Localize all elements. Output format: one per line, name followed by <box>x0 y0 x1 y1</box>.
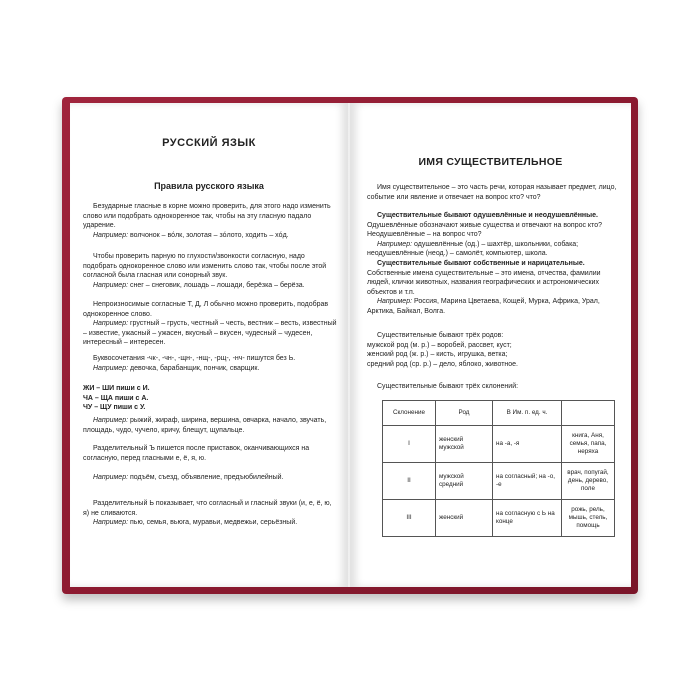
definition-text: Имя существительное – это часть речи, которая называет предмет, лицо, событие или явление и отвечает на вопрос кто? что? <box>367 184 617 201</box>
spelling-rules-list <box>83 384 338 413</box>
table-header-row <box>383 401 615 426</box>
table-cell: II <box>383 463 436 500</box>
rule-text: Непроизносимые согласные Т, Д, Л обычно можно проверить, подобрав однокоренное слово. <box>83 301 329 318</box>
rule-example: Например: грустный – грусть, честный – честь, вестник – весть, известный – известие, ужасный – ужасен, вкусный – вкусен, чудесный – чудесен, интересный – интересен. <box>83 320 337 346</box>
rule-example: Например: рыжий, жираф, ширина, вершина, овчарка, начало, звучать, площадь, чудо, чучело, кричу, блещут, щупальце. <box>83 417 327 434</box>
table-cell: I <box>383 426 436 463</box>
table-cell: на согласный; на -о, -е <box>493 463 562 500</box>
animate-example: Например: одушевлённые (од.) – шахтёр, школьники, собака; неодушевлённые (неод.) – самолёт, компьютер, школа. <box>367 240 579 257</box>
table-cell: рожь, рель, мышь, стель, помощь <box>562 500 615 537</box>
declension-intro: Существительные бывают трёх склонений: <box>377 383 519 390</box>
table-header: В Им. п. ед. ч. <box>493 401 562 426</box>
rule-example: Например: пью, семья, вьюга, муравьи, медвежьи, серьёзный. <box>93 519 298 526</box>
table-cell: женский мужской <box>436 426 493 463</box>
page-subtitle: Правила русского языка <box>154 181 264 191</box>
gender-block <box>367 331 622 369</box>
table-cell: III <box>383 500 436 537</box>
rule-block <box>83 300 338 348</box>
proper-example: Например: Россия, Марина Цветаева, Кощей, Мурка, Африка, Урал, Арктика, Байкал, Волга. <box>367 298 600 315</box>
rule-block <box>83 202 338 240</box>
proper-desc: Собственные имена существительные – это имена, отчества, фамилии людей, клички животных, названия географических и астрономических объектов и т.п. <box>367 269 601 296</box>
rule-text: Разделительный Ь показывает, что согласный и гласный звуки (и, е, ё, ю, я) не сливаются. <box>83 500 332 517</box>
list-item: ЧУ – ЩУ пиши с У. <box>83 404 146 411</box>
gender-intro: Существительные бывают трёх родов: <box>377 332 504 339</box>
table-cell: на согласную с Ь на конце <box>493 500 562 537</box>
animate-block <box>367 211 622 259</box>
rule-block <box>83 252 338 290</box>
animate-intro: Существительные бывают одушевлённые и неодушевлённые. <box>377 212 598 219</box>
rule-example: Например: подъём, съезд, объявление, предъюбилейный. <box>93 474 284 481</box>
page-title: РУССКИЙ ЯЗЫК <box>162 137 256 149</box>
list-item: ЖИ – ШИ пиши с И. <box>83 385 150 392</box>
table-row <box>383 500 615 537</box>
rule-example: Например: снег – снеговик, лошадь – лошади, берёзка – берёза. <box>93 281 305 289</box>
animate-desc: Одушевлённые обозначают живые существа и отвечают на вопрос кто? <box>367 221 602 229</box>
right-page <box>350 103 631 587</box>
table-row <box>383 426 615 463</box>
declension-intro-block <box>367 382 622 392</box>
page-title: ИМЯ СУЩЕСТВИТЕЛЬНОЕ <box>418 156 563 168</box>
rule-text: Разделительный Ъ пишется после приставок, оканчивающихся на согласную, перед гласными е, ё, я, ю. <box>83 445 310 462</box>
gender-item: средний род (ср. р.) – дело, яблоко, животное. <box>367 360 519 368</box>
rule-text: Чтобы проверить парную по глухости/звонкости согласную, надо подобрать однокоренное слово или изменить слово так, чтобы после этой согласной была гласная или сонорный звук. <box>83 253 327 279</box>
table-cell: мужской средний <box>436 463 493 500</box>
table-header: Род <box>436 401 493 426</box>
animate-desc: Неодушевлённые – на вопрос что? <box>367 231 482 238</box>
table-row <box>383 463 615 500</box>
table-cell: на -а, -я <box>493 426 562 463</box>
definition-block <box>367 183 622 202</box>
rule-text: Буквосочетания -чк-, -чн-, -щн-, -нщ-, -рщ-, -нч- пишутся без Ь. <box>93 355 296 362</box>
rule-example: Например: волчонок – вóлк, золотая – зóлото, ходить – хóд. <box>93 231 289 239</box>
table-cell: книга, Аня, семья, папа, неряха <box>562 426 615 463</box>
declension-table <box>382 400 615 537</box>
table-cell: врач, попугай, день, дерево, поле <box>562 463 615 500</box>
table-header: Склонение <box>383 401 436 426</box>
rule-text: Безударные гласные в корне можно проверить, для этого надо изменить слово или подобрать однокоренное так, чтобы на эту гласную падало ударение. <box>83 203 331 229</box>
rule-example: Например: девочка, барабанщик, пончик, сварщик. <box>93 364 260 372</box>
rule-block <box>83 354 338 373</box>
gender-item: женский род (ж. р.) – кисть, игрушка, ветка; <box>367 351 508 358</box>
gender-item: мужской род (м. р.) – воробей, рассвет, куст; <box>367 341 512 349</box>
left-page <box>70 103 348 587</box>
list-item: ЧА – ЩА пиши с А. <box>83 394 149 402</box>
proper-block <box>367 259 622 316</box>
rule-block <box>83 416 338 435</box>
rule-block <box>83 444 338 483</box>
proper-intro: Существительные бывают собственные и нарицательные. <box>377 260 585 267</box>
rule-block <box>83 499 338 528</box>
table-header <box>562 401 615 426</box>
table-cell: женский <box>436 500 493 537</box>
